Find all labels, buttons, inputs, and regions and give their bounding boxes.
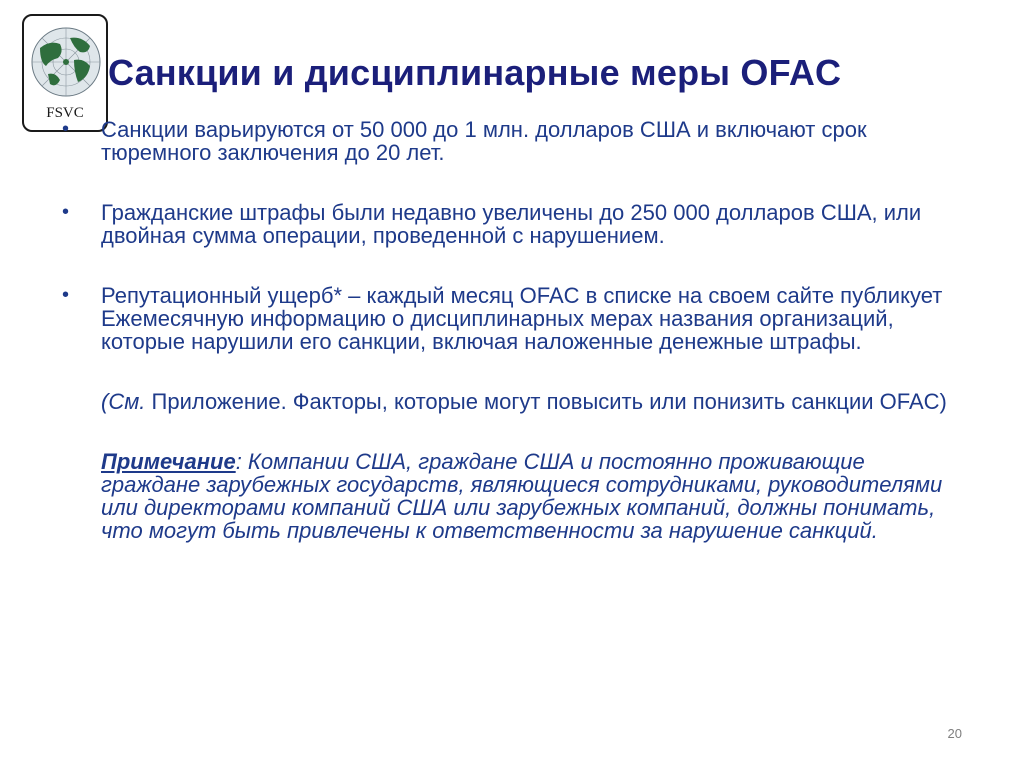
bullet-paragraph	[62, 283, 970, 354]
note-label: Примечание	[101, 449, 236, 474]
bullet-paragraph	[62, 117, 970, 165]
note-paragraph	[70, 450, 970, 542]
appendix-see-label: (См.	[101, 389, 146, 414]
slide-content	[62, 117, 970, 543]
bullet-icon: •	[62, 118, 70, 140]
bullet-text: Репутационный ущерб* – каждый месяц OFAC в списке на своем сайте публикует Ежемесячную информацию о дисциплинарных мерах названия организаций, которые нарушили его санкции, включая наложенные денежные штрафы.	[101, 283, 943, 354]
appendix-reference	[70, 390, 970, 413]
bullet-text: Гражданские штрафы были недавно увеличены до 250 000 долларов США, или двойная сумма операции, проведенной с нарушением.	[101, 200, 922, 248]
fsvc-logo	[22, 14, 108, 132]
logo-text: FSVC	[46, 105, 84, 121]
page-number: 20	[947, 726, 962, 741]
appendix-text: Приложение. Факторы, которые могут повысить или понизить санкции OFAC)	[145, 389, 947, 414]
slide-title: Санкции и дисциплинарные меры OFAC	[108, 52, 842, 93]
bullet-icon: •	[62, 284, 70, 306]
globe-icon	[30, 26, 102, 98]
note-text: : Компании США, граждане США и постоянно проживающие граждане зарубежных государств, являющиеся сотрудниками, руководителями или директорами компаний США или зарубежных компаний, должны понимать, что могут быть привлечены к ответственности за нарушение санкций.	[101, 449, 943, 543]
bullet-paragraph	[62, 200, 970, 248]
bullet-icon: •	[62, 201, 70, 223]
bullet-text: Санкции варьируются от 50 000 до 1 млн. долларов США и включают срок тюремного заключения до 20 лет.	[101, 117, 867, 165]
